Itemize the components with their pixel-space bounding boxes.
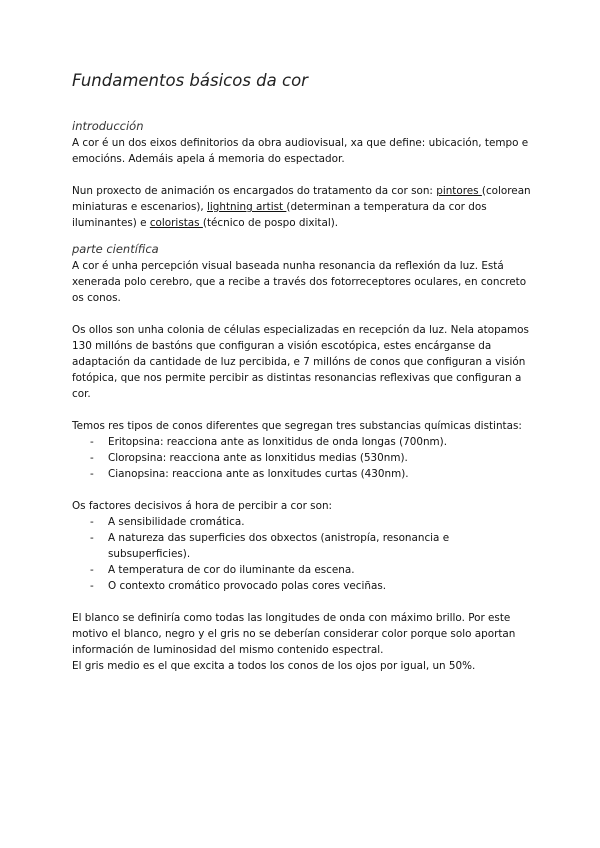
science-paragraph-3: Temos res tipos de conos diferentes que segregan tres substancias químicas distintas: [72,420,522,432]
list-item [72,578,534,594]
intro-paragraph-2 [72,183,534,231]
section-heading-introduccion: introducción [72,119,144,133]
document-title: Fundamentos básicos da cor [72,71,308,90]
list-item-text: A temperatura de cor do iluminante da escena. [108,564,355,576]
link-lightning-artist[interactable]: lightning artist [207,201,287,213]
list-marker: - [90,516,94,528]
list-item [72,514,534,530]
intro-p2-text-1: Nun proxecto de animación os encargados do tratamento da cor son: [72,185,437,197]
list-item-text: A natureza das superficies dos obxectos (anistropía, resonancia e subsuperficies). [108,532,450,560]
intro-p2-text-3: (determinan a temperatura da cor dos iluminantes) e [72,201,487,229]
list-item [72,530,534,562]
section-heading-parte-cientifica: parte científica [72,242,159,256]
list-item [72,434,534,450]
intro-p2-text-2: (colorean miniaturas e escenarios), [72,185,531,213]
link-pintores[interactable]: pintores [436,185,482,197]
list-marker: - [90,564,94,576]
science-paragraph-5: El blanco se definiría como todas las longitudes de onda con máximo brillo. Por este motivo el blanco, negro y el gris no se deberían considerar color porque solo aportan información de luminosidad del mismo contenido espectral. [72,612,516,656]
list-item [72,450,534,466]
list-item-text: Eritopsina: reacciona ante as lonxitidus de onda longas (700nm). [108,436,448,448]
intro-paragraph-1: A cor é un dos eixos definitorios da obra audiovisual, xa que define: ubicación, tempo e emocións. Ademáis apela á memoria do espectador. [72,137,529,165]
cones-list [72,434,534,482]
list-item-text: Cloropsina: reacciona ante as lonxitidus medias (530nm). [108,452,408,464]
link-coloristas[interactable]: coloristas [149,217,203,229]
list-item [72,466,534,482]
list-item-text: O contexto cromático provocado polas cores veciñas. [108,580,387,592]
science-paragraph-2: Os ollos son unha colonia de células especializadas en recepción da luz. Nela atopamos 130 millóns de bastóns que configuran a visión escotópica, estes encárganse da adaptación da cantidade de luz percibida, e 7 millóns de conos que configuran a visión fotópica, que nos permite percibir as distintas resonancias reflexivas que configuran a cor. [72,324,529,400]
list-marker: - [90,580,94,592]
list-item [72,562,534,578]
list-marker: - [90,468,94,480]
science-paragraph-4: Os factores decisivos á hora de percibir a cor son: [72,500,333,512]
list-marker: - [90,436,94,448]
list-marker: - [90,532,94,544]
intro-p2-text-4: (técnico de pospo dixital). [202,217,339,229]
list-marker: - [90,452,94,464]
science-paragraph-1: A cor é unha percepción visual baseada nunha resonancia da reflexión da luz. Está xenerada polo cerebro, que a recibe a través dos fotorreceptores oculares, en concreto os conos. [72,260,527,304]
science-paragraph-6: El gris medio es el que excita a todos los conos de los ojos por igual, un 50%. [72,660,476,672]
document-body [72,118,534,674]
factors-list [72,514,534,594]
list-item-text: Cianopsina: reacciona ante as lonxitudes curtas (430nm). [108,468,409,480]
list-item-text: A sensibilidade cromática. [108,516,245,528]
